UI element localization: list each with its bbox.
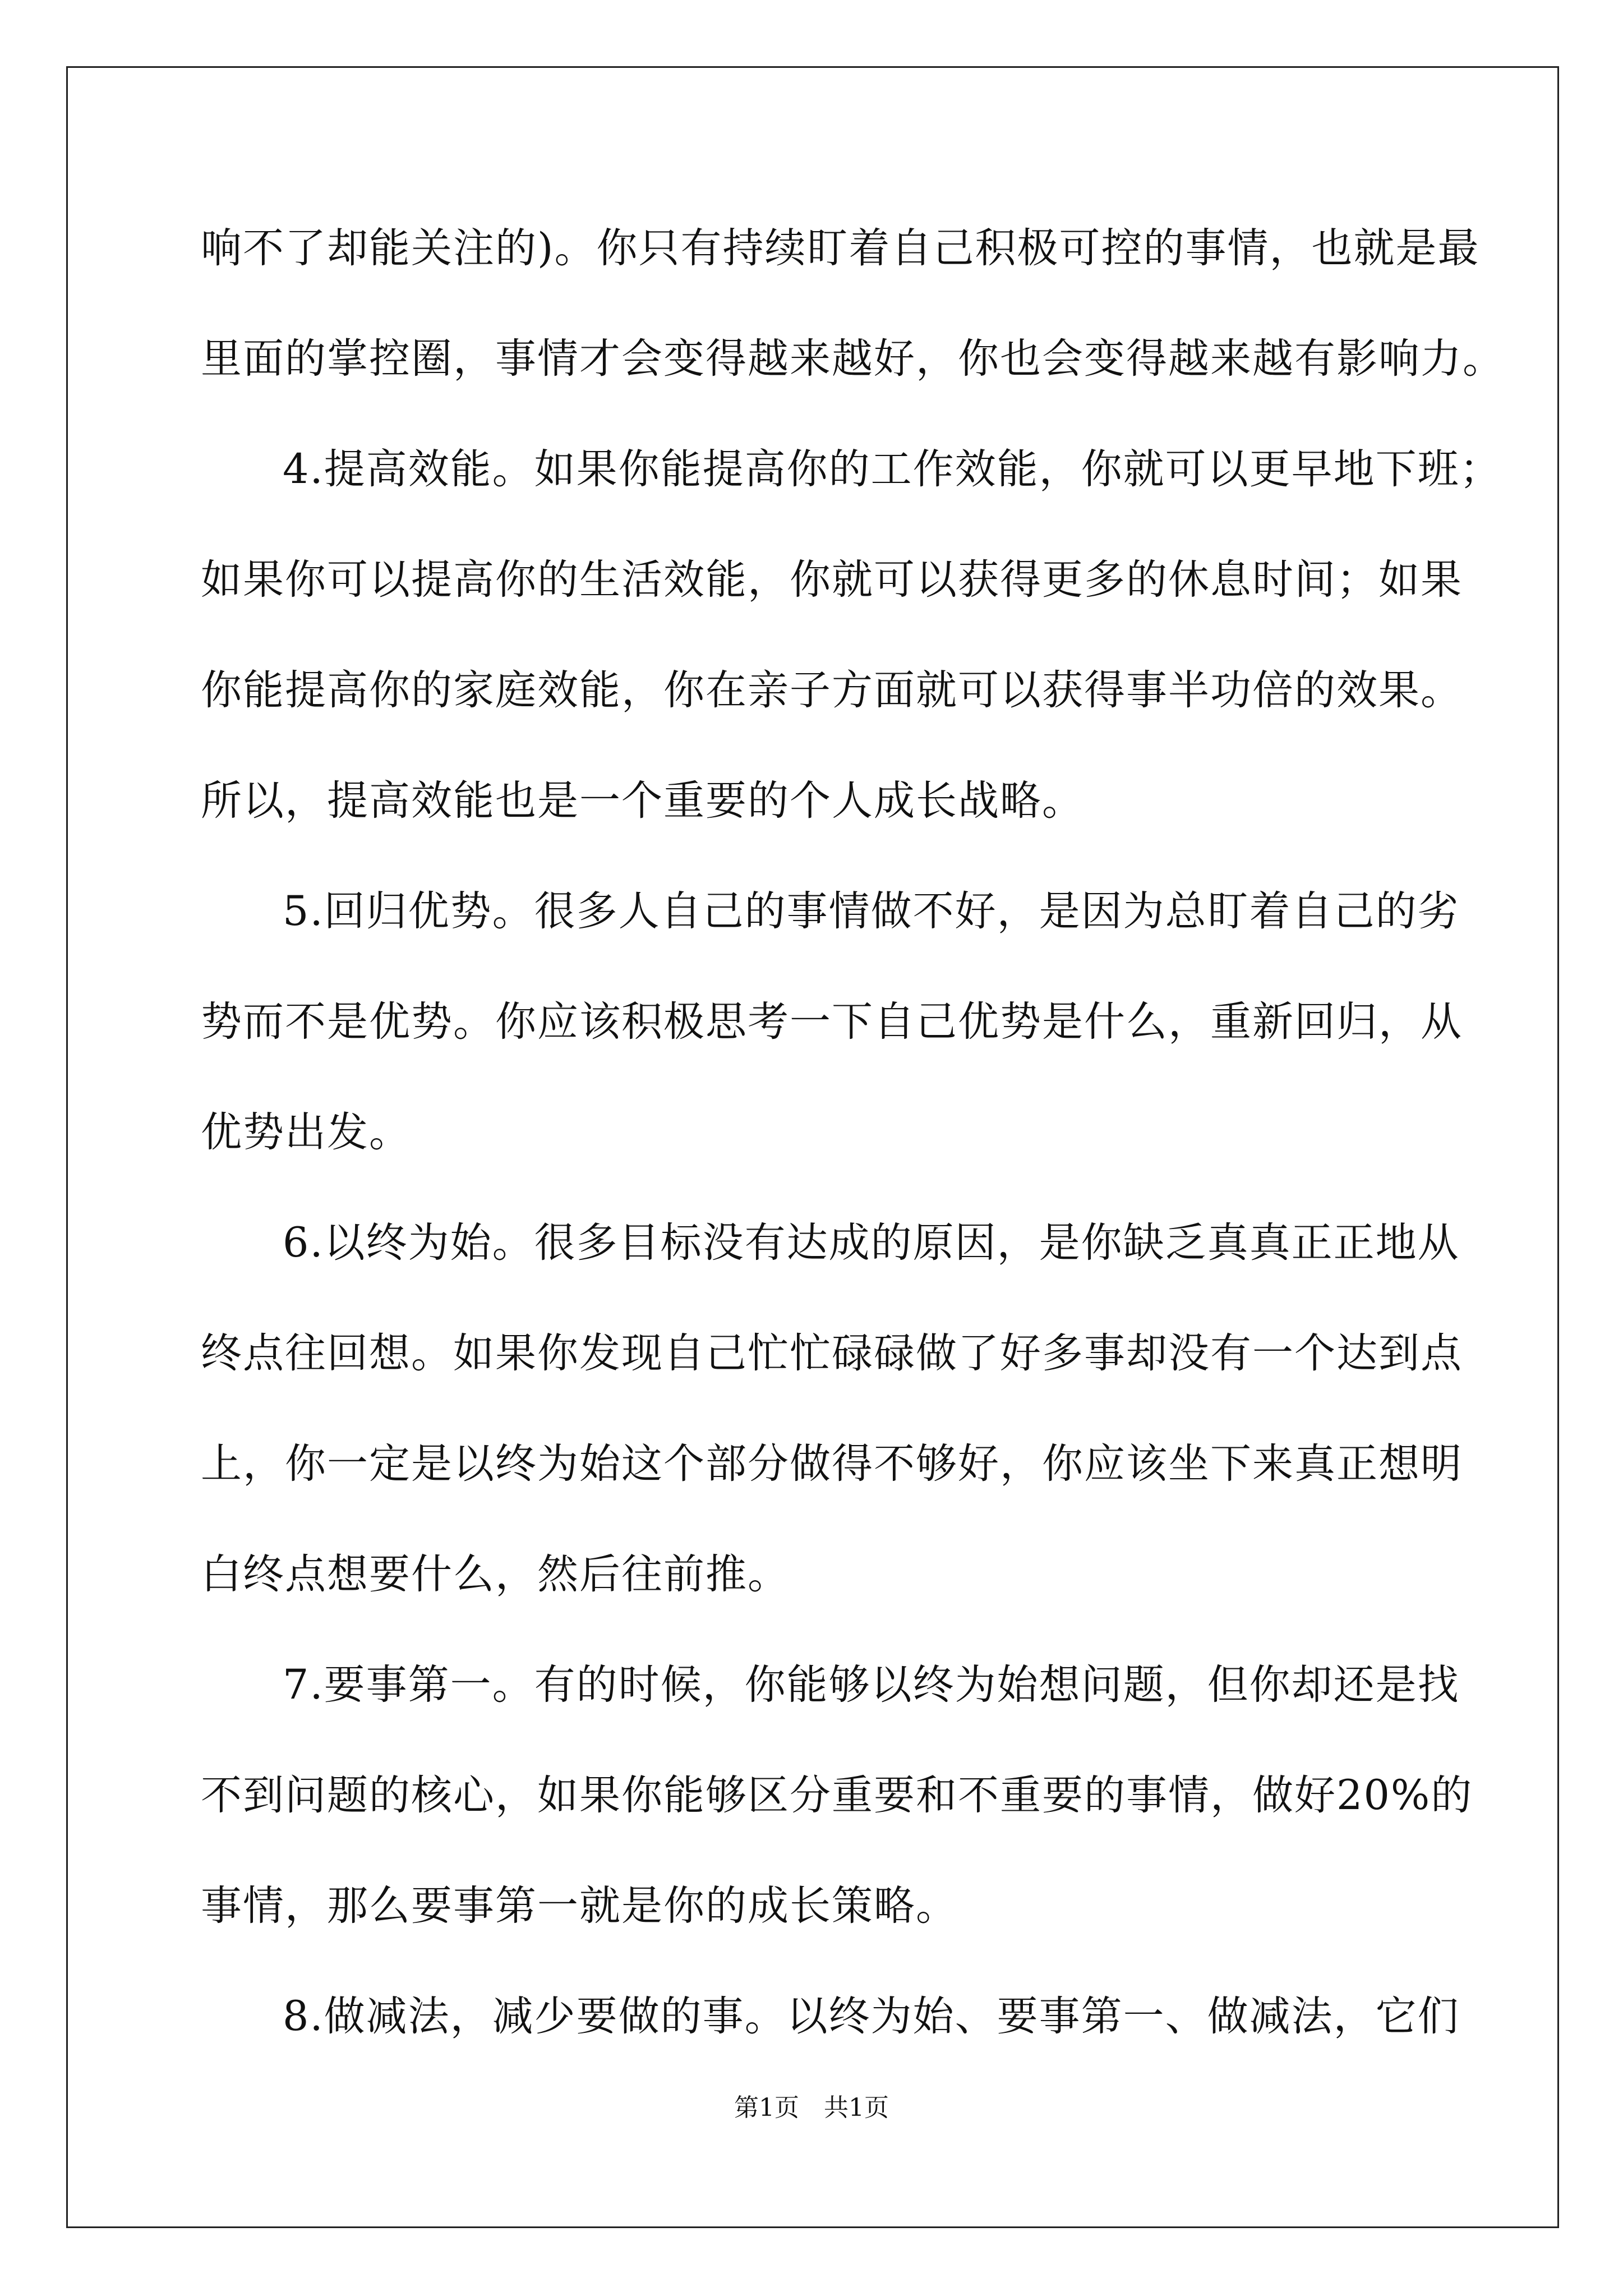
text-line: 6.以终为始。很多目标没有达成的原因，是你缺乏真真正正地从 xyxy=(283,1219,1460,1267)
text-line: 4.提高效能。如果你能提高你的工作效能，你就可以更早地下班； xyxy=(283,445,1502,493)
text-line: 势而不是优势。你应该积极思考一下自己优势是什么，重新回归，从 xyxy=(201,998,1463,1046)
text-line: 不到问题的核心，如果你能够区分重要和不重要的事情，做好20%的 xyxy=(201,1772,1473,1819)
text-line: 响不了却能关注的)。你只有持续盯着自己积极可控的事情，也就是最 xyxy=(201,224,1480,272)
text-line: 上，你一定是以终为始这个部分做得不够好，你应该坐下来真正想明 xyxy=(201,1440,1463,1488)
text-line: 事情，那么要事第一就是你的成长策略。 xyxy=(201,1882,958,1930)
text-line: 7.要事第一。有的时候，你能够以终为始想问题，但你却还是找 xyxy=(283,1661,1460,1709)
text-line: 你能提高你的家庭效能，你在亲子方面就可以获得事半功倍的效果。 xyxy=(201,666,1463,714)
text-line: 5.回归优势。很多人自己的事情做不好，是因为总盯着自己的劣 xyxy=(283,887,1460,935)
text-line: 白终点想要什么，然后往前推。 xyxy=(201,1550,790,1598)
text-line: 如果你可以提高你的生活效能，你就可以获得更多的休息时间；如果 xyxy=(201,556,1463,604)
text-line: 所以，提高效能也是一个重要的个人成长战略。 xyxy=(201,777,1084,825)
page-number-footer: 第1页 共1页 xyxy=(734,2093,889,2122)
text-line: 终点往回想。如果你发现自己忙忙碌碌做了好多事却没有一个达到点 xyxy=(201,1329,1463,1377)
text-line: 8.做减法，减少要做的事。以终为始、要事第一、做减法，它们 xyxy=(283,1993,1460,2040)
text-line: 里面的掌控圈，事情才会变得越来越好，你也会变得越来越有影响力。 xyxy=(201,335,1505,383)
text-line: 优势出发。 xyxy=(201,1108,411,1156)
